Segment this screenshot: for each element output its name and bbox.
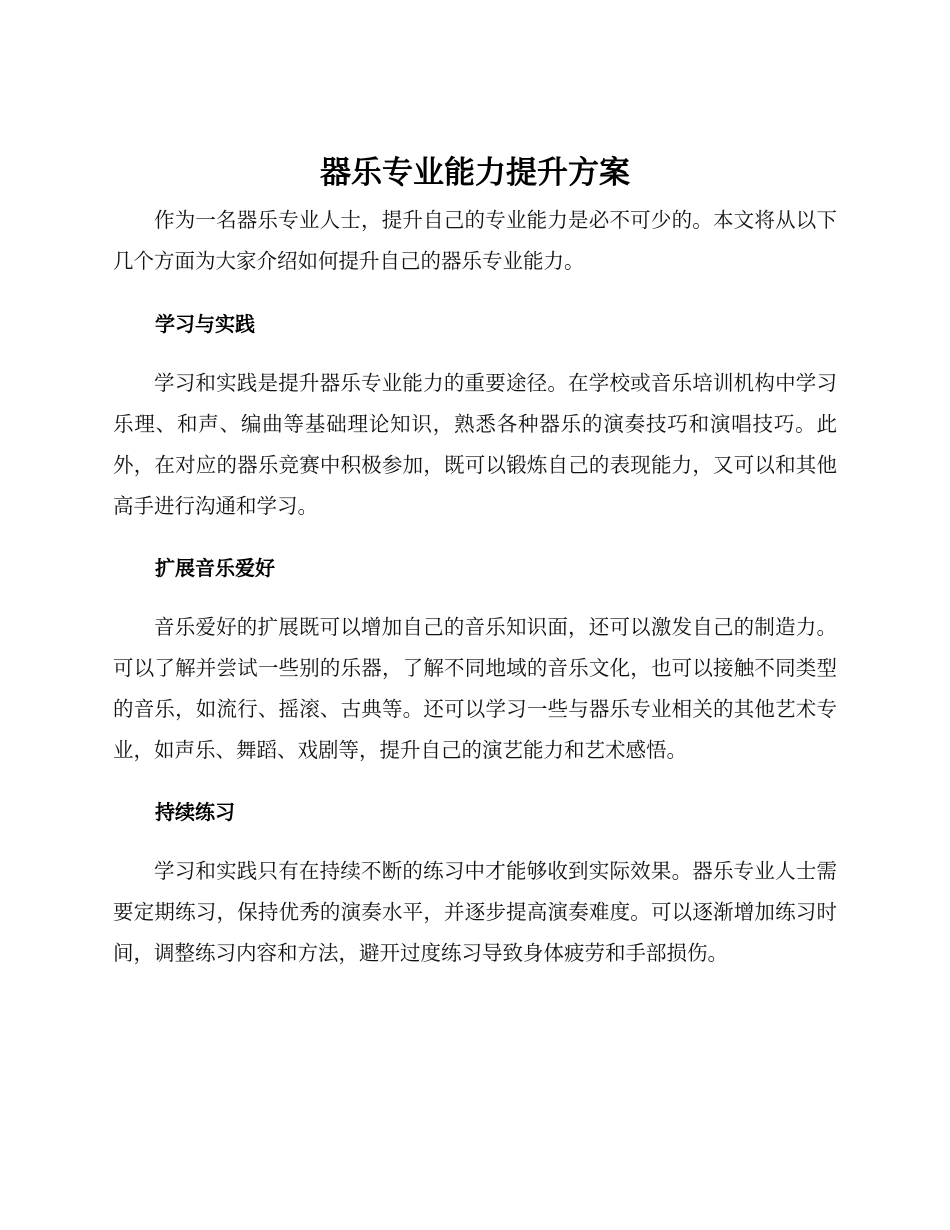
- section-body-expand-hobbies: 音乐爱好的扩展既可以增加自己的音乐知识面，还可以激发自己的制造力。可以了解并尝试一些别的乐器，了解不同地域的音乐文化，也可以接触不同类型的音乐，如流行、摇滚、古典等。还可以学习一些与器乐专业相关的其他艺术专业，如声乐、舞蹈、戏剧等，提升自己的演艺能力和艺术感悟。: [113, 615, 837, 762]
- section-heading-continuous-practice: 持续练习: [155, 800, 235, 824]
- document-title: 器乐专业能力提升方案: [320, 155, 630, 191]
- section-body-continuous-practice: 学习和实践只有在持续不断的练习中才能够收到实际效果。器乐专业人士需要定期练习，保持优秀的演奏水平，并逐步提高演奏难度。可以逐渐增加练习时间，调整练习内容和方法，避开过度练习导致身体疲劳和手部损伤。: [113, 859, 837, 965]
- intro-paragraph: 作为一名器乐专业人士，提升自己的专业能力是必不可少的。本文将从以下几个方面为大家介绍如何提升自己的器乐专业能力。: [113, 208, 837, 273]
- section-heading-expand-hobbies: 扩展音乐爱好: [155, 556, 275, 580]
- section-heading-study-practice: 学习与实践: [155, 312, 255, 336]
- document-page: [113, 150, 837, 974]
- section-body-study-practice: 学习和实践是提升器乐专业能力的重要途径。在学校或音乐培训机构中学习乐理、和声、编曲等基础理论知识，熟悉各种器乐的演奏技巧和演唱技巧。此外，在对应的器乐竞赛中积极参加，既可以锻炼自己的表现能力，又可以和其他高手进行沟通和学习。: [113, 371, 837, 518]
